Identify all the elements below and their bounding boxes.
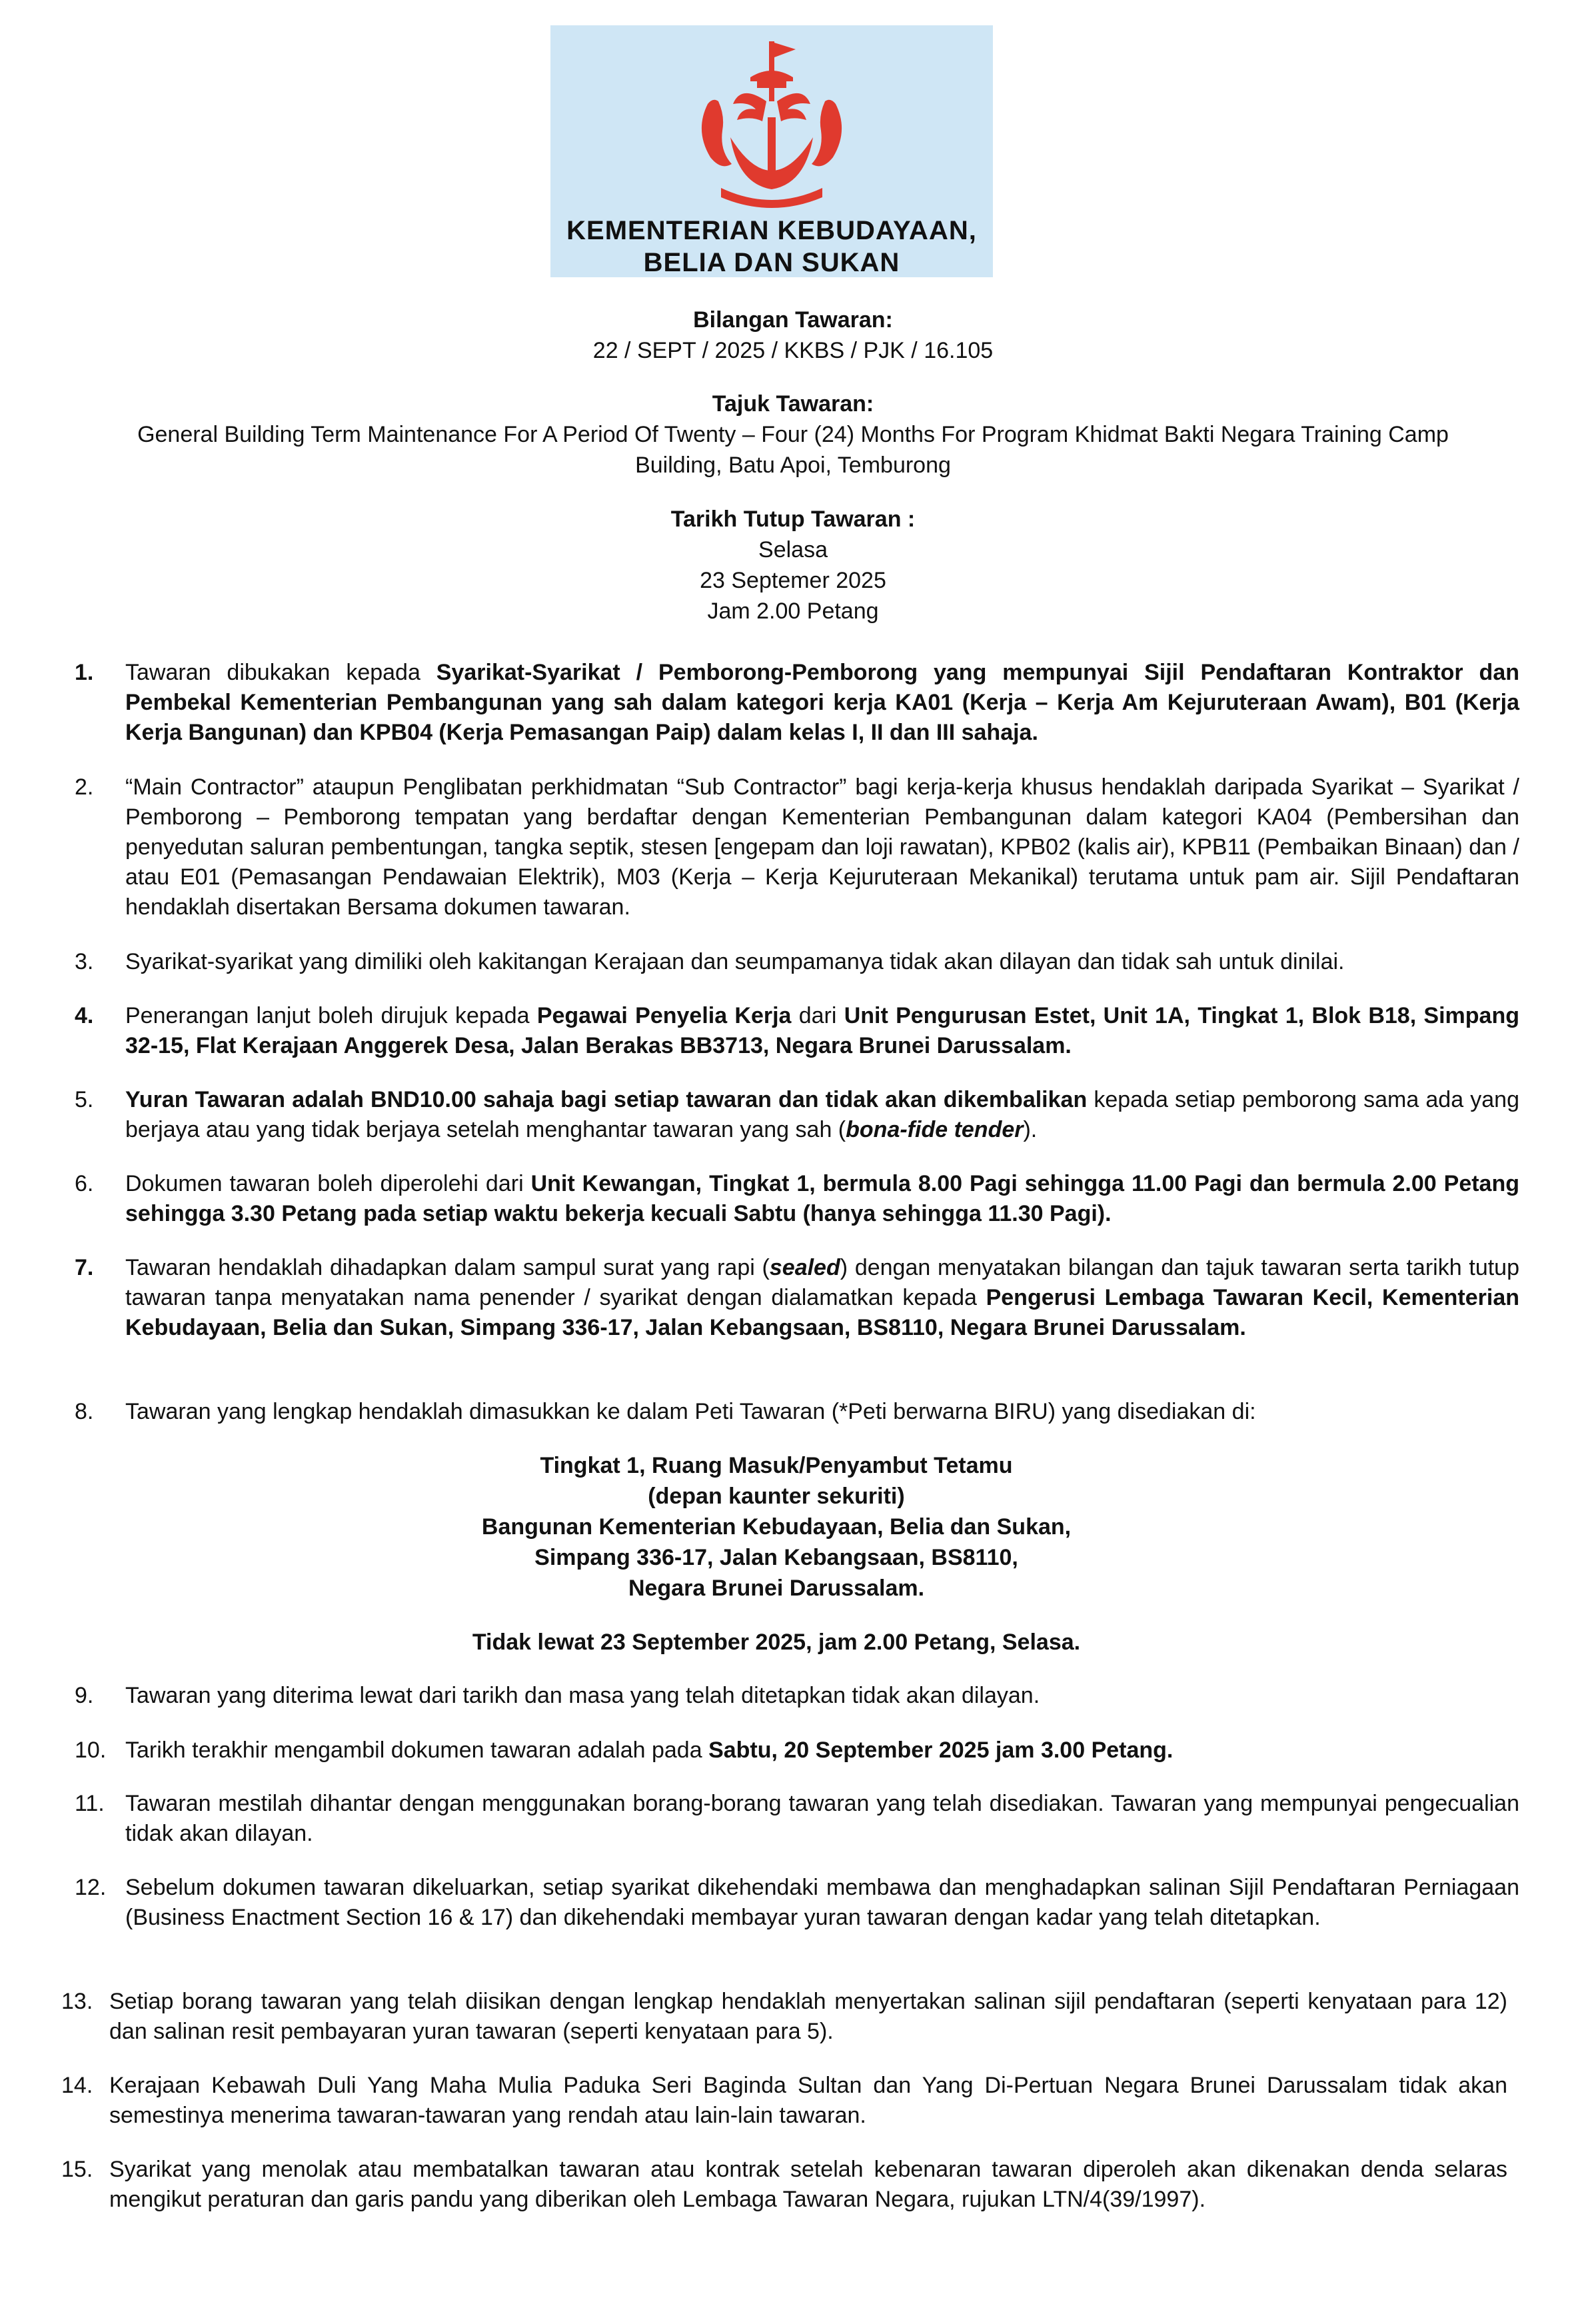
para-1-number: 1.: [75, 660, 94, 685]
para-14-text: Kerajaan Kebawah Duli Yang Maha Mulia Paduka Seri Baginda Sultan dan Yang Di-Pertuan Negara Brunei Darussalam tidak akan semestinya menerima tawaran-tawaran yang rendah atau lain-lain tawaran.: [109, 2073, 1507, 2128]
para-3-number: 3.: [75, 949, 94, 974]
para-1-bold: Syarikat-Syarikat / Pemborong-Pemborong yang mempunyai Sijil Pendaftaran Kontraktor dan Pembekal Kementerian Pembangunan yang sah dalam kategori kerja KA01 (Kerja – Kerja Am Kejuruteraan Awam), B01 (Kerja Kerja Bangunan) dan KPB04 (Kerja Pemasangan Paip) dalam kelas I, II dan III sahaja.: [125, 660, 1519, 745]
para-7-text: Tawaran hendaklah dihadapkan dalam sampul surat yang rapi (: [125, 1255, 770, 1280]
tarikh-date: 23 Septemer 2025: [700, 568, 886, 593]
address-line-4: Simpang 336-17, Jalan Kebangsaan, BS8110,: [534, 1545, 1018, 1570]
para-10-number: 10.: [75, 1738, 107, 1763]
para-1: [125, 658, 1519, 748]
para-10: [125, 1736, 1519, 1765]
para-7-number: 7.: [75, 1255, 94, 1280]
para-4-bold-address: Unit Pengurusan Estet, Unit 1A, Tingkat 1, Blok B18, Simpang 32-15, Flat Kerajaan Anggerek Desa, Jalan Berakas BB3713, Negara Brunei Darussalam.: [125, 1003, 1520, 1058]
para-14-number: 14.: [61, 2073, 93, 2098]
tajuk-label: Tajuk Tawaran:: [712, 391, 874, 417]
tajuk-line-1: General Building Term Maintenance For A Period Of Twenty – Four (24) Months For Program Khidmat Bakti Negara Training Camp: [137, 422, 1449, 447]
ministry-logo: [550, 25, 993, 277]
para-13-number: 13.: [61, 1989, 93, 2014]
para-5-number: 5.: [75, 1087, 94, 1112]
para-4-text: Penerangan lanjut boleh dirujuk kepada: [125, 1003, 537, 1028]
para-8-number: 8.: [75, 1399, 94, 1424]
para-7-bold: Pengerusi Lembaga Tawaran Kecil, Kementerian Kebudayaan, Belia dan Sukan, Simpang 336-17, Jalan Kebangsaan, BS8110, Negara Brunei Darussalam.: [125, 1285, 1520, 1340]
para-15: [109, 2155, 1507, 2215]
para-12-number: 12.: [75, 1875, 107, 1900]
para-15-text: Syarikat yang menolak atau membatalkan tawaran atau kontrak setelah kebenaran tawaran diperoleh akan dikenakan denda selaras mengikut peraturan dan garis pandu yang diberikan oleh Lembaga Tawaran Negara, rujukan LTN/4(39/1997).: [109, 2157, 1507, 2212]
para-15-number: 15.: [61, 2157, 93, 2182]
para-7-bold-italic: sealed: [769, 1255, 840, 1280]
para-5-text: kepada setiap pemborong sama ada yang berjaya atau yang tidak berjaya setelah menghantar tawaran yang sah (: [125, 1087, 1519, 1142]
para-6-bold: Unit Kewangan, Tingkat 1, bermula 8.00 Pagi sehingga 11.00 Pagi dan bermula 2.00 Petang sehingga 3.30 Petang pada setiap waktu bekerja kecuali Sabtu (hanya sehingga 11.30 Pagi).: [125, 1171, 1519, 1226]
para-7-text-2: ) dengan menyatakan bilangan dan tajuk tawaran serta tarikh tutup tawaran tanpa menyatakan nama penender / syarikat dengan dialamatkan kepada: [125, 1255, 1519, 1310]
para-4: [125, 1001, 1519, 1061]
para-13: [109, 1987, 1507, 2047]
para-8: [125, 1397, 1519, 1427]
para-8-text: Tawaran yang lengkap hendaklah dimasukkan ke dalam Peti Tawaran (*Peti berwarna BIRU) yang disediakan di:: [125, 1399, 1256, 1424]
para-2: [125, 772, 1519, 922]
para-9-number: 9.: [75, 1683, 94, 1708]
para-11: [125, 1789, 1519, 1849]
para-13-text: Setiap borang tawaran yang telah diisikan dengan lengkap hendaklah menyertakan salinan sijil pendaftaran (seperti kenyataan para 12) dan salinan resit pembayaran yuran tawaran (seperti kenyataan para 5).: [109, 1989, 1507, 2044]
logo-text-ministry-line2: BELIA DAN SUKAN: [643, 248, 900, 277]
bilangan-value: 22 / SEPT / 2025 / KKBS / PJK / 16.105: [592, 338, 994, 363]
submission-deadline: Tidak lewat 23 September 2025, jam 2.00 Petang, Selasa.: [472, 1630, 1081, 1655]
para-6: [125, 1169, 1519, 1229]
para-2-number: 2.: [75, 774, 94, 800]
para-9: [125, 1681, 1519, 1711]
para-11-text: Tawaran mestilah dihantar dengan menggunakan borang-borang tawaran yang telah disediakan. Tawaran yang mempunyai pengecualian tidak akan dilayan.: [125, 1791, 1519, 1846]
para-10-bold: Sabtu, 20 September 2025 jam 3.00 Petang.: [708, 1738, 1174, 1763]
address-line-5: Negara Brunei Darussalam.: [628, 1576, 925, 1601]
para-12: [125, 1873, 1519, 1933]
para-4-bold-officer: Pegawai Penyelia Kerja: [536, 1003, 792, 1028]
para-3: [125, 947, 1519, 977]
para-5-text-2: ).: [1023, 1117, 1038, 1142]
para-6-number: 6.: [75, 1171, 94, 1196]
para-5-bold: Yuran Tawaran adalah BND10.00 sahaja bagi setiap tawaran dan tidak akan dikembalikan: [125, 1087, 1088, 1112]
brunei-crest-emblem: [681, 37, 862, 212]
address-line-1: Tingkat 1, Ruang Masuk/Penyambut Tetamu: [540, 1453, 1013, 1478]
bilangan-label: Bilangan Tawaran:: [693, 307, 893, 333]
para-4-number: 4.: [75, 1003, 94, 1028]
para-11-number: 11.: [75, 1791, 105, 1816]
para-1-text: Tawaran dibukakan kepada: [125, 660, 436, 685]
para-7: [125, 1253, 1519, 1343]
para-5: [125, 1085, 1519, 1145]
para-3-text: Syarikat-syarikat yang dimiliki oleh kakitangan Kerajaan dan seumpamanya tidak akan dilayan dan tidak sah untuk dinilai.: [125, 949, 1345, 974]
tarikh-day: Selasa: [758, 537, 828, 563]
tajuk-line-2: Building, Batu Apoi, Temburong: [635, 453, 951, 478]
para-9-text: Tawaran yang diterima lewat dari tarikh dan masa yang telah ditetapkan tidak akan dilayan.: [125, 1683, 1040, 1708]
logo-text-ministry: KEMENTERIAN KEBUDAYAAN,: [566, 216, 977, 245]
para-6-text: Dokumen tawaran boleh diperolehi dari: [125, 1171, 531, 1196]
para-4-text-2: dari: [791, 1003, 844, 1028]
para-10-text: Tarikh terakhir mengambil dokumen tawaran adalah pada: [125, 1738, 709, 1763]
para-5-bold-italic: bona-fide tender: [846, 1117, 1024, 1142]
para-14: [109, 2071, 1507, 2131]
address-line-2: (depan kaunter sekuriti): [648, 1484, 905, 1509]
tarikh-time: Jam 2.00 Petang: [707, 598, 879, 624]
address-line-3: Bangunan Kementerian Kebudayaan, Belia dan Sukan,: [481, 1514, 1072, 1540]
tarikh-label: Tarikh Tutup Tawaran :: [670, 507, 916, 532]
para-2-text: “Main Contractor” ataupun Penglibatan perkhidmatan “Sub Contractor” bagi kerja-kerja khusus hendaklah daripada Syarikat – Syarikat / Pemborong – Pemborong tempatan yang berdaftar dengan Kementerian Pembangunan dalam kategori KA04 (Pembersihan dan penyedutan saluran pembentungan, tangka septik, stesen [engepam dan loji rawatan), KPB02 (kalis air), KPB11 (Pembaikan Binaan) dan / atau E01 (Pemasangan Pendawaian Elektrik), M03 (Kerja – Kerja Kejuruteraan Mekanikal) terutama untuk pam air. Sijil Pendaftaran hendaklah disertakan Bersama dokumen tawaran.: [125, 774, 1519, 920]
para-12-text: Sebelum dokumen tawaran dikeluarkan, setiap syarikat dikehendaki membawa dan menghadapkan salinan Sijil Pendaftaran Perniagaan (Business Enactment Section 16 & 17) dan dikehendaki membayar yuran tawaran dengan kadar yang telah ditetapkan.: [125, 1875, 1519, 1930]
